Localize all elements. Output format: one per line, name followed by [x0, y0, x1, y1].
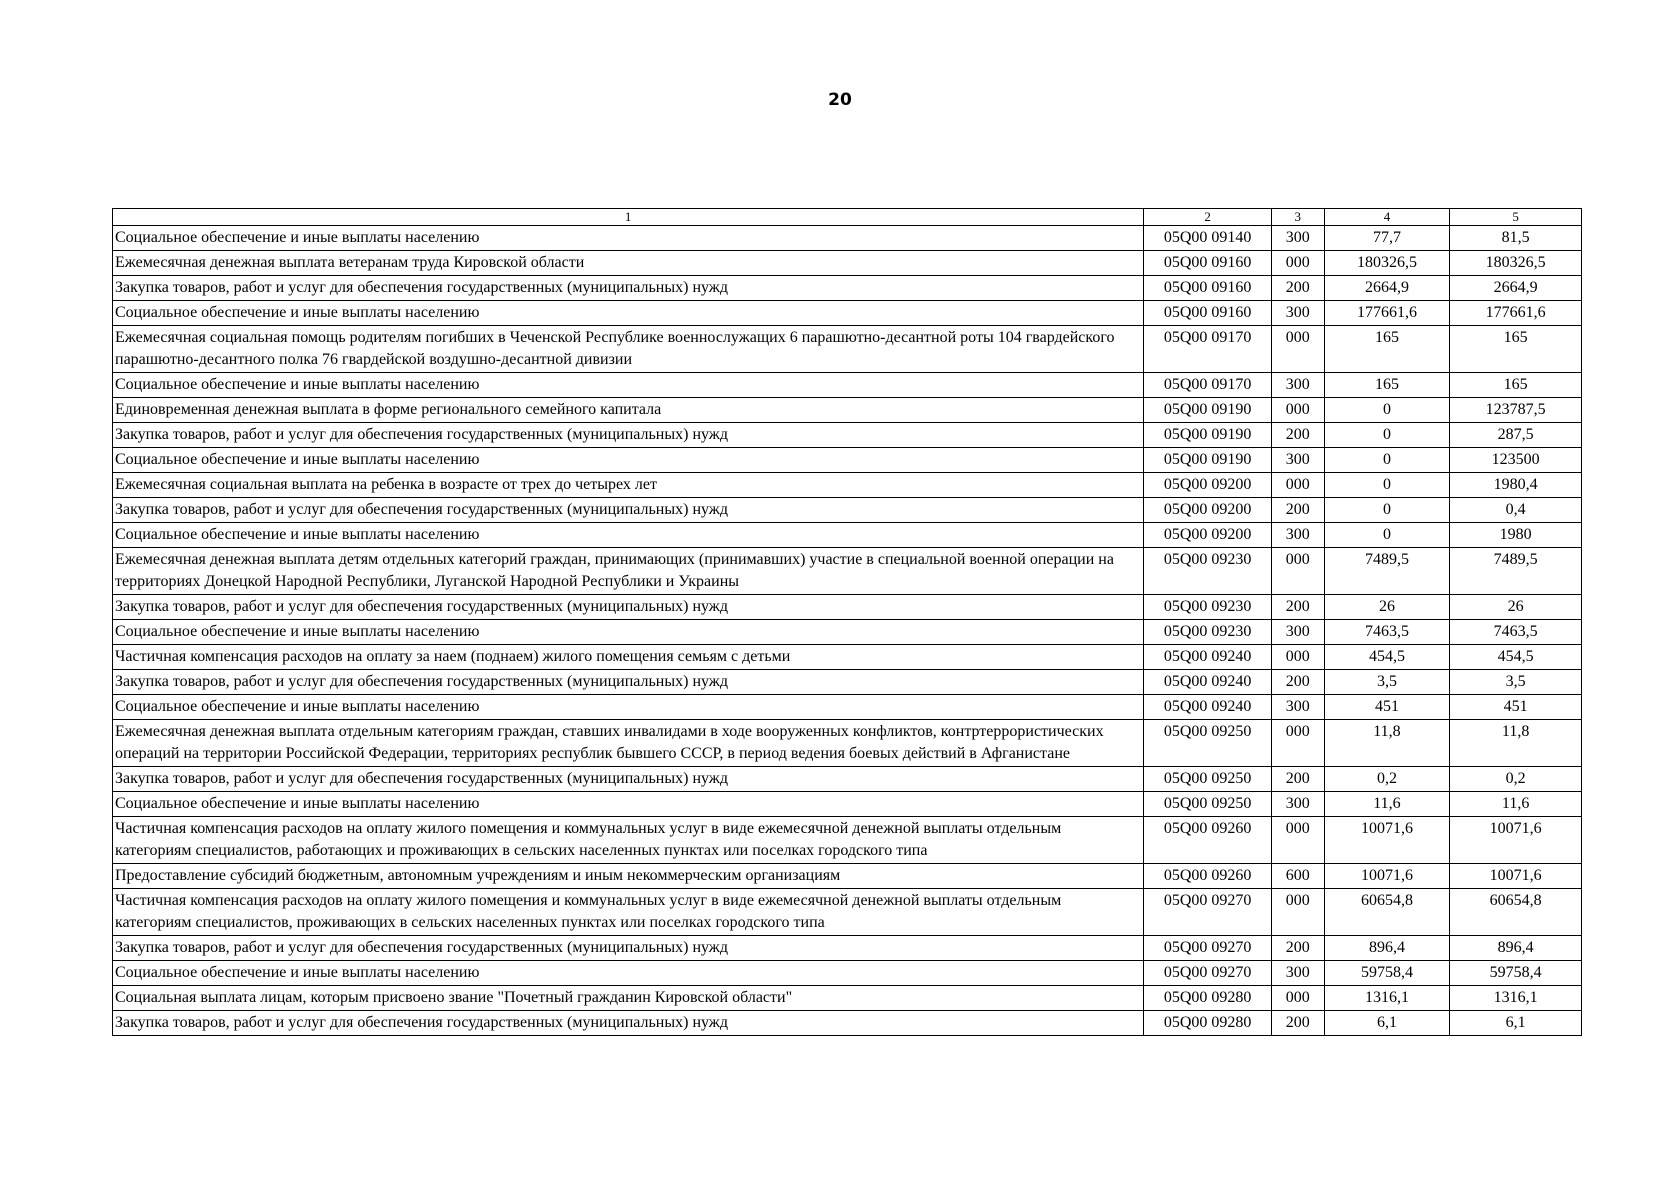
row-code-cell: 05Q00 09160 [1144, 301, 1272, 326]
row-code-cell: 05Q00 09140 [1144, 226, 1272, 251]
table-row [113, 695, 1582, 720]
row-code-cell: 05Q00 09270 [1144, 889, 1272, 936]
row-value-2-cell: 1316,1 [1450, 986, 1582, 1011]
table-row [113, 373, 1582, 398]
row-type-cell: 200 [1271, 498, 1324, 523]
row-value-2-cell: 180326,5 [1450, 251, 1582, 276]
table-header-row [113, 209, 1582, 226]
row-value-1-cell: 11,8 [1324, 720, 1450, 767]
row-type-cell: 000 [1271, 889, 1324, 936]
row-type-cell: 000 [1271, 398, 1324, 423]
row-value-2-cell: 7489,5 [1450, 548, 1582, 595]
row-name-cell: Закупка товаров, работ и услуг для обеспечения государственных (муниципальных) нужд [113, 1011, 1144, 1036]
row-value-2-cell: 0,4 [1450, 498, 1582, 523]
row-code-cell: 05Q00 09240 [1144, 695, 1272, 720]
row-value-2-cell: 123500 [1450, 448, 1582, 473]
row-code-cell: 05Q00 09190 [1144, 448, 1272, 473]
row-code-cell: 05Q00 09240 [1144, 670, 1272, 695]
row-value-2-cell: 10071,6 [1450, 864, 1582, 889]
row-type-cell: 300 [1271, 448, 1324, 473]
row-name-cell: Социальная выплата лицам, которым присвоено звание "Почетный гражданин Кировской области" [113, 986, 1144, 1011]
row-value-1-cell: 6,1 [1324, 1011, 1450, 1036]
row-type-cell: 000 [1271, 326, 1324, 373]
budget-table [112, 208, 1582, 1036]
row-code-cell: 05Q00 09250 [1144, 720, 1272, 767]
table-row [113, 595, 1582, 620]
row-value-2-cell: 3,5 [1450, 670, 1582, 695]
table-row [113, 548, 1582, 595]
table-row [113, 961, 1582, 986]
row-code-cell: 05Q00 09170 [1144, 326, 1272, 373]
table-row [113, 986, 1582, 1011]
row-name-cell: Социальное обеспечение и иные выплаты населению [113, 226, 1144, 251]
row-value-2-cell: 2664,9 [1450, 276, 1582, 301]
row-type-cell: 200 [1271, 767, 1324, 792]
row-value-1-cell: 177661,6 [1324, 301, 1450, 326]
row-value-2-cell: 11,8 [1450, 720, 1582, 767]
row-name-cell: Социальное обеспечение и иные выплаты населению [113, 301, 1144, 326]
row-value-2-cell: 177661,6 [1450, 301, 1582, 326]
row-value-2-cell: 7463,5 [1450, 620, 1582, 645]
row-type-cell: 200 [1271, 936, 1324, 961]
row-code-cell: 05Q00 09260 [1144, 817, 1272, 864]
row-value-1-cell: 0 [1324, 498, 1450, 523]
row-name-cell: Закупка товаров, работ и услуг для обеспечения государственных (муниципальных) нужд [113, 670, 1144, 695]
row-code-cell: 05Q00 09270 [1144, 961, 1272, 986]
row-value-1-cell: 7489,5 [1324, 548, 1450, 595]
row-name-cell: Ежемесячная денежная выплата отдельным категориям граждан, ставших инвалидами в ходе вооруженных конфликтов, контртеррористических операций на территории Российской Федерации, территориях республик бывшего СССР, в период ведения боевых действий в Афганистане [113, 720, 1144, 767]
row-code-cell: 05Q00 09240 [1144, 645, 1272, 670]
row-value-1-cell: 451 [1324, 695, 1450, 720]
table-row [113, 936, 1582, 961]
row-name-cell: Предоставление субсидий бюджетным, автономным учреждениям и иным некоммерческим организациям [113, 864, 1144, 889]
row-value-1-cell: 0 [1324, 523, 1450, 548]
row-type-cell: 300 [1271, 373, 1324, 398]
row-name-cell: Социальное обеспечение и иные выплаты населению [113, 620, 1144, 645]
row-name-cell: Социальное обеспечение и иные выплаты населению [113, 792, 1144, 817]
row-value-2-cell: 10071,6 [1450, 817, 1582, 864]
table-row [113, 817, 1582, 864]
table-row [113, 645, 1582, 670]
row-type-cell: 600 [1271, 864, 1324, 889]
row-value-2-cell: 1980,4 [1450, 473, 1582, 498]
header-col-1: 1 [113, 209, 1144, 226]
table-row [113, 423, 1582, 448]
row-name-cell: Ежемесячная социальная выплата на ребенка в возрасте от трех до четырех лет [113, 473, 1144, 498]
row-value-2-cell: 287,5 [1450, 423, 1582, 448]
table-row [113, 448, 1582, 473]
row-type-cell: 200 [1271, 595, 1324, 620]
row-code-cell: 05Q00 09170 [1144, 373, 1272, 398]
row-type-cell: 000 [1271, 720, 1324, 767]
row-type-cell: 300 [1271, 226, 1324, 251]
row-name-cell: Закупка товаров, работ и услуг для обеспечения государственных (муниципальных) нужд [113, 498, 1144, 523]
row-type-cell: 200 [1271, 1011, 1324, 1036]
row-value-2-cell: 454,5 [1450, 645, 1582, 670]
row-name-cell: Ежемесячная социальная помощь родителям погибших в Чеченской Республике военнослужащих 6 парашютно-десантной роты 104 гвардейского парашютно-десантного полка 76 гвардейской воздушно-десантной дивизии [113, 326, 1144, 373]
row-type-cell: 000 [1271, 986, 1324, 1011]
row-code-cell: 05Q00 09200 [1144, 523, 1272, 548]
row-value-2-cell: 6,1 [1450, 1011, 1582, 1036]
row-name-cell: Ежемесячная денежная выплата детям отдельных категорий граждан, принимающих (принимавших) участие в специальной военной операции на территориях Донецкой Народной Республики, Луганской Народной Республики и Украины [113, 548, 1144, 595]
row-type-cell: 300 [1271, 620, 1324, 645]
table-row [113, 670, 1582, 695]
row-name-cell: Закупка товаров, работ и услуг для обеспечения государственных (муниципальных) нужд [113, 936, 1144, 961]
table-row [113, 226, 1582, 251]
row-code-cell: 05Q00 09250 [1144, 792, 1272, 817]
table-row [113, 792, 1582, 817]
header-col-2: 2 [1144, 209, 1272, 226]
row-value-1-cell: 7463,5 [1324, 620, 1450, 645]
row-value-1-cell: 1316,1 [1324, 986, 1450, 1011]
row-name-cell: Частичная компенсация расходов на оплату жилого помещения и коммунальных услуг в виде ежемесячной денежной выплаты отдельным категориям специалистов, проживающих в сельских населенных пунктах или поселках городского типа [113, 889, 1144, 936]
row-code-cell: 05Q00 09200 [1144, 473, 1272, 498]
row-value-2-cell: 123787,5 [1450, 398, 1582, 423]
row-value-1-cell: 0,2 [1324, 767, 1450, 792]
table-row [113, 889, 1582, 936]
row-type-cell: 300 [1271, 961, 1324, 986]
row-name-cell: Социальное обеспечение и иные выплаты населению [113, 523, 1144, 548]
row-value-1-cell: 0 [1324, 423, 1450, 448]
row-value-1-cell: 3,5 [1324, 670, 1450, 695]
row-name-cell: Закупка товаров, работ и услуг для обеспечения государственных (муниципальных) нужд [113, 595, 1144, 620]
row-type-cell: 000 [1271, 548, 1324, 595]
row-code-cell: 05Q00 09260 [1144, 864, 1272, 889]
row-value-1-cell: 26 [1324, 595, 1450, 620]
table-row [113, 326, 1582, 373]
table-row [113, 251, 1582, 276]
row-value-2-cell: 60654,8 [1450, 889, 1582, 936]
row-code-cell: 05Q00 09190 [1144, 398, 1272, 423]
row-name-cell: Закупка товаров, работ и услуг для обеспечения государственных (муниципальных) нужд [113, 276, 1144, 301]
table-row [113, 1011, 1582, 1036]
header-col-5: 5 [1450, 209, 1582, 226]
row-name-cell: Частичная компенсация расходов на оплату жилого помещения и коммунальных услуг в виде ежемесячной денежной выплаты отдельным категориям специалистов, работающих и проживающих в сельских населенных пунктах или поселках городского типа [113, 817, 1144, 864]
row-code-cell: 05Q00 09160 [1144, 276, 1272, 301]
row-code-cell: 05Q00 09270 [1144, 936, 1272, 961]
row-code-cell: 05Q00 09280 [1144, 1011, 1272, 1036]
table-row [113, 864, 1582, 889]
row-name-cell: Социальное обеспечение и иные выплаты населению [113, 961, 1144, 986]
row-value-1-cell: 59758,4 [1324, 961, 1450, 986]
row-value-2-cell: 26 [1450, 595, 1582, 620]
row-code-cell: 05Q00 09250 [1144, 767, 1272, 792]
row-code-cell: 05Q00 09230 [1144, 595, 1272, 620]
row-value-2-cell: 165 [1450, 326, 1582, 373]
row-type-cell: 000 [1271, 473, 1324, 498]
header-col-4: 4 [1324, 209, 1450, 226]
row-name-cell: Социальное обеспечение и иные выплаты населению [113, 448, 1144, 473]
row-value-2-cell: 896,4 [1450, 936, 1582, 961]
table-row [113, 767, 1582, 792]
row-name-cell: Закупка товаров, работ и услуг для обеспечения государственных (муниципальных) нужд [113, 423, 1144, 448]
row-value-1-cell: 454,5 [1324, 645, 1450, 670]
table-row [113, 473, 1582, 498]
row-code-cell: 05Q00 09200 [1144, 498, 1272, 523]
row-code-cell: 05Q00 09230 [1144, 548, 1272, 595]
row-type-cell: 200 [1271, 423, 1324, 448]
table-row [113, 523, 1582, 548]
row-name-cell: Частичная компенсация расходов на оплату за наем (поднаем) жилого помещения семьям с детьми [113, 645, 1144, 670]
row-value-2-cell: 81,5 [1450, 226, 1582, 251]
row-value-2-cell: 0,2 [1450, 767, 1582, 792]
row-value-1-cell: 180326,5 [1324, 251, 1450, 276]
row-type-cell: 200 [1271, 670, 1324, 695]
row-value-1-cell: 2664,9 [1324, 276, 1450, 301]
header-col-3: 3 [1271, 209, 1324, 226]
table-body [113, 226, 1582, 1036]
row-value-1-cell: 0 [1324, 448, 1450, 473]
row-type-cell: 000 [1271, 645, 1324, 670]
row-name-cell: Ежемесячная денежная выплата ветеранам труда Кировской области [113, 251, 1144, 276]
table-row [113, 301, 1582, 326]
table-row [113, 720, 1582, 767]
row-type-cell: 300 [1271, 301, 1324, 326]
row-value-2-cell: 59758,4 [1450, 961, 1582, 986]
row-value-1-cell: 10071,6 [1324, 817, 1450, 864]
row-value-1-cell: 896,4 [1324, 936, 1450, 961]
row-code-cell: 05Q00 09160 [1144, 251, 1272, 276]
row-name-cell: Социальное обеспечение и иные выплаты населению [113, 695, 1144, 720]
row-name-cell: Единовременная денежная выплата в форме регионального семейного капитала [113, 398, 1144, 423]
row-code-cell: 05Q00 09280 [1144, 986, 1272, 1011]
table-row [113, 276, 1582, 301]
row-value-1-cell: 77,7 [1324, 226, 1450, 251]
row-value-2-cell: 1980 [1450, 523, 1582, 548]
row-value-1-cell: 0 [1324, 473, 1450, 498]
row-value-1-cell: 11,6 [1324, 792, 1450, 817]
row-value-1-cell: 165 [1324, 326, 1450, 373]
page-number: 20 [828, 90, 852, 110]
table-row [113, 620, 1582, 645]
row-type-cell: 000 [1271, 817, 1324, 864]
row-value-2-cell: 451 [1450, 695, 1582, 720]
table-row [113, 398, 1582, 423]
row-value-1-cell: 10071,6 [1324, 864, 1450, 889]
row-name-cell: Социальное обеспечение и иные выплаты населению [113, 373, 1144, 398]
row-type-cell: 200 [1271, 276, 1324, 301]
row-value-2-cell: 165 [1450, 373, 1582, 398]
row-code-cell: 05Q00 09230 [1144, 620, 1272, 645]
row-type-cell: 300 [1271, 523, 1324, 548]
row-type-cell: 300 [1271, 695, 1324, 720]
row-value-2-cell: 11,6 [1450, 792, 1582, 817]
table-row [113, 498, 1582, 523]
row-name-cell: Закупка товаров, работ и услуг для обеспечения государственных (муниципальных) нужд [113, 767, 1144, 792]
row-type-cell: 000 [1271, 251, 1324, 276]
row-value-1-cell: 60654,8 [1324, 889, 1450, 936]
row-type-cell: 300 [1271, 792, 1324, 817]
row-code-cell: 05Q00 09190 [1144, 423, 1272, 448]
row-value-1-cell: 165 [1324, 373, 1450, 398]
row-value-1-cell: 0 [1324, 398, 1450, 423]
